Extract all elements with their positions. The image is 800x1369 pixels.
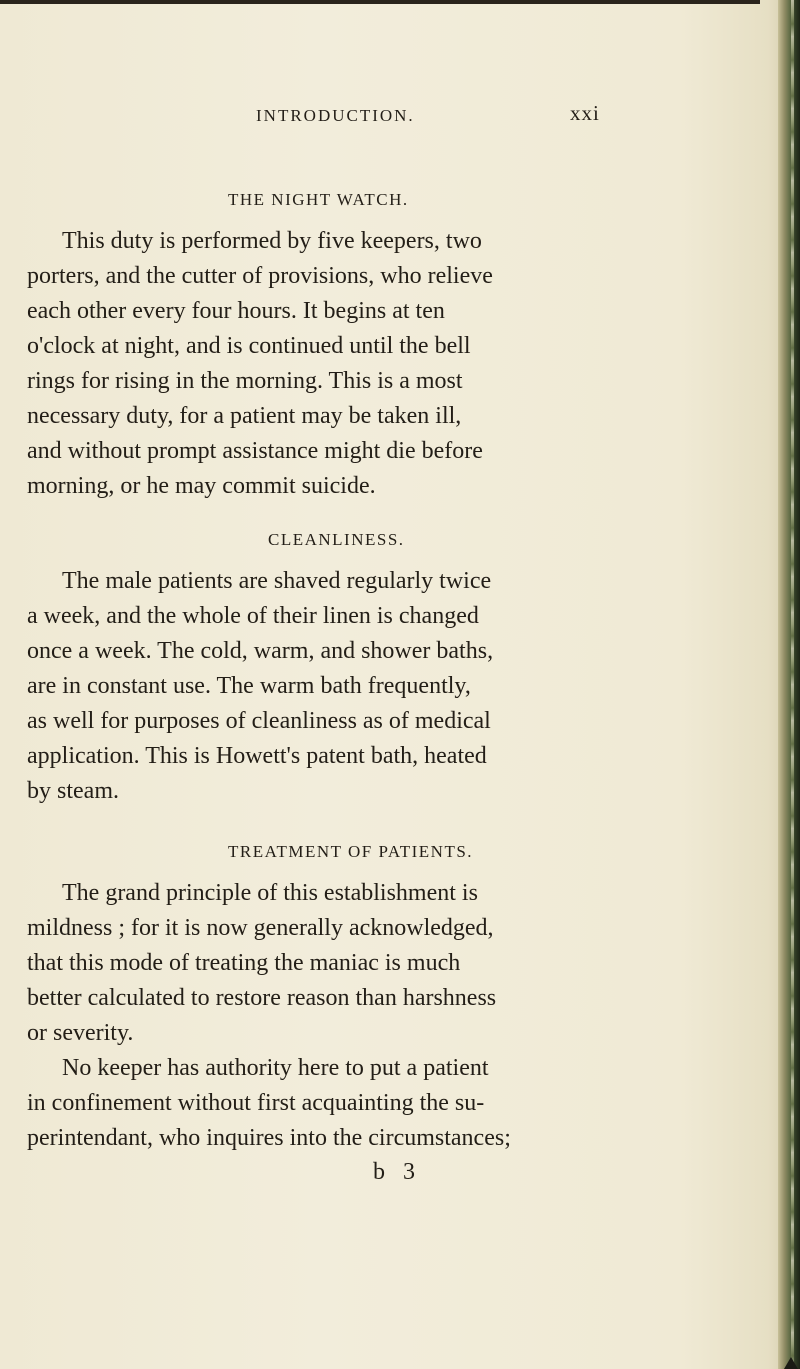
spine-stripe: [791, 0, 794, 1369]
text-line: in confinement without first acquainting the su-: [27, 1090, 485, 1116]
text-line: and without prompt assistance might die before: [27, 438, 483, 464]
text-line: rings for rising in the morning. This is a most: [27, 368, 463, 394]
text-line: No keeper has authority here to put a patient: [62, 1055, 489, 1081]
text-line: morning, or he may commit suicide.: [27, 473, 376, 499]
section-heading-cleanliness: CLEANLINESS.: [268, 530, 405, 549]
text-line: or severity.: [27, 1020, 134, 1046]
text-line: porters, and the cutter of provisions, who relieve: [27, 263, 493, 289]
page-top-edge: [0, 0, 760, 4]
text-line: are in constant use. The warm bath frequently,: [27, 673, 471, 699]
text-line: as well for purposes of cleanliness as of medical: [27, 708, 491, 734]
text-line: application. This is Howett's patent bath, heated: [27, 743, 487, 769]
text-line: perintendant, who inquires into the circumstances;: [27, 1125, 511, 1151]
text-line: mildness ; for it is now generally acknowledged,: [27, 915, 494, 941]
text-line: This duty is performed by five keepers, two: [62, 228, 482, 254]
text-line: The grand principle of this establishment is: [62, 880, 478, 906]
text-line: that this mode of treating the maniac is much: [27, 950, 461, 976]
spine-marker: [784, 1357, 798, 1369]
text-line: once a week. The cold, warm, and shower baths,: [27, 638, 494, 664]
text-line: better calculated to restore reason than harshness: [27, 985, 497, 1011]
running-head: INTRODUCTION.: [256, 106, 415, 125]
text-line: by steam.: [27, 778, 119, 804]
section-heading-night-watch: THE NIGHT WATCH.: [228, 190, 409, 209]
text-line: necessary duty, for a patient may be taken ill,: [27, 403, 462, 429]
book-spine: [778, 0, 800, 1369]
text-line: a week, and the whole of their linen is changed: [27, 603, 479, 629]
section-heading-treatment: TREATMENT OF PATIENTS.: [228, 842, 474, 861]
text-line: each other every four hours. It begins at ten: [27, 298, 445, 324]
page-number: xxi: [570, 101, 600, 125]
text-line: The male patients are shaved regularly twice: [62, 568, 492, 594]
text-line: o'clock at night, and is continued until the bell: [27, 333, 471, 359]
signature-mark: b 3: [373, 1159, 421, 1185]
